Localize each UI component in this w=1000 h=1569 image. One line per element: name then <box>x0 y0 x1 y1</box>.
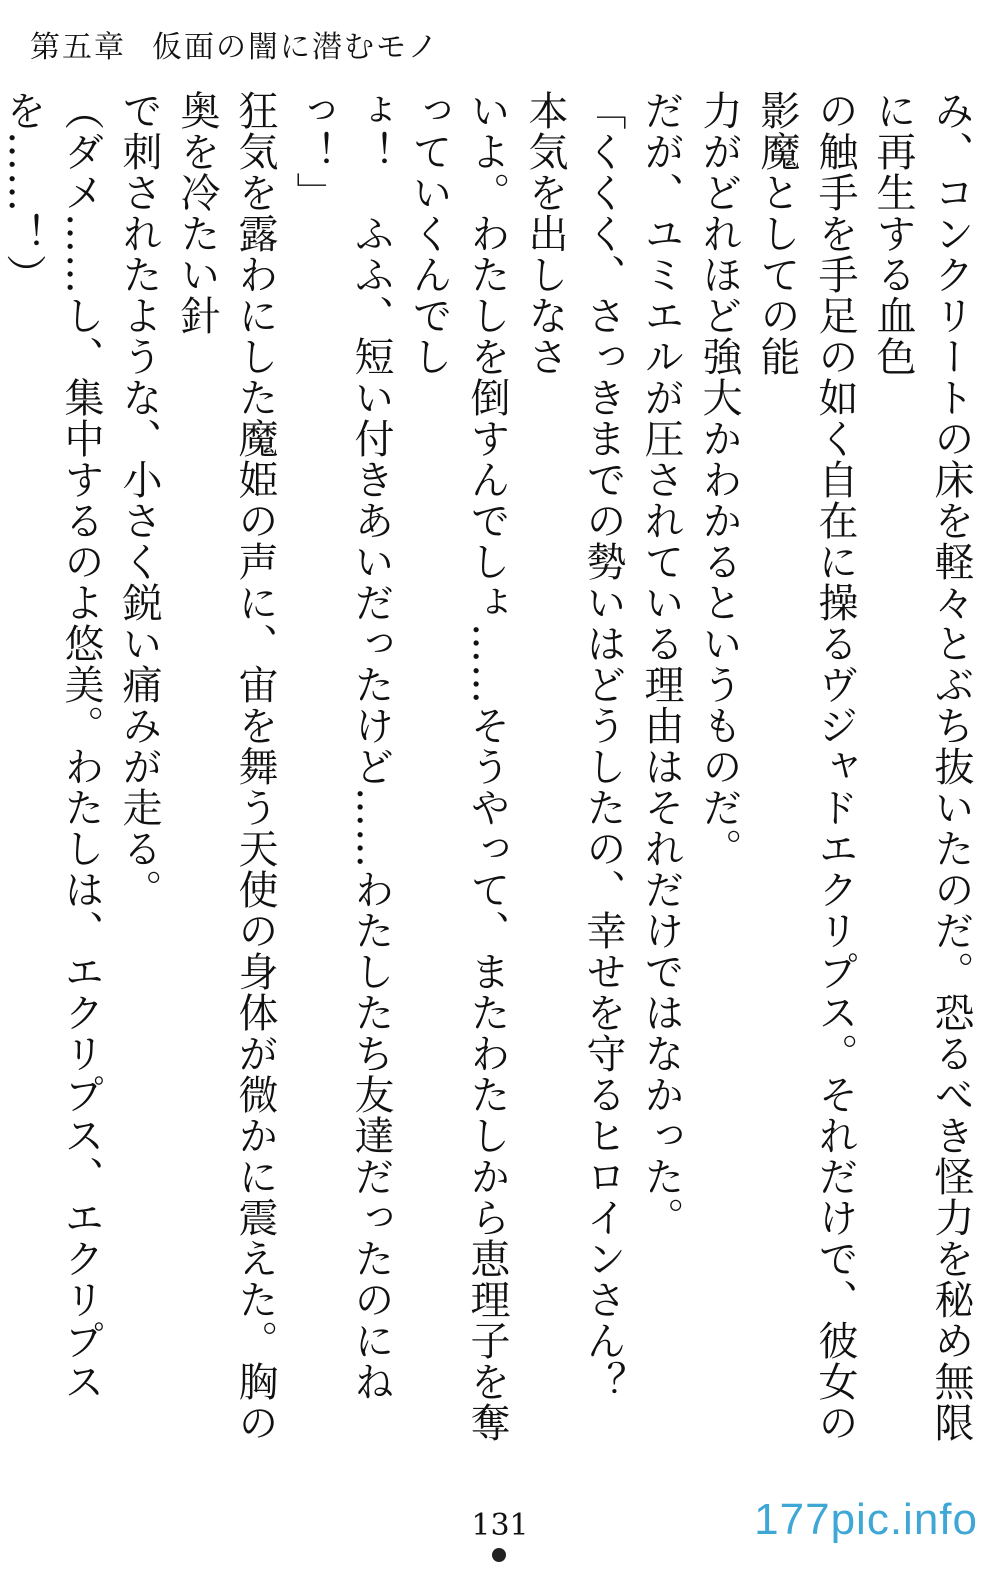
text-line: いよ。わたしを倒すんでしょ……そうやって、またわたしから恵理子を奪っていくんでし <box>406 90 510 1443</box>
text-line: ょ！ ふふ、短い付きあいだったけど……わたしたち友達だったのにねっ！」 <box>290 90 394 1402</box>
text-line: 「くくく、さっきまでの勢いはどうしたの、幸せを守るヒロインさん？ 本気を出しなさ <box>522 90 626 1443</box>
text-line: だが、ユミエルが圧されている理由はそれだけではなかった。 <box>638 90 684 1238</box>
chapter-header <box>30 22 440 66</box>
vertical-body-text <box>0 90 980 1480</box>
chapter-title: 仮面の闇に潜むモノ <box>152 30 440 65</box>
text-line: み、コンクリートの床を軽々とぶち抜いたのだ。恐るべき怪力を秘め無限に再生する血色 <box>870 90 974 1443</box>
text-line: で刺されたような、小さく鋭い痛みが走る。 <box>116 90 162 910</box>
watermark: 177pic.info <box>746 1491 986 1549</box>
text-line: 狂気を露わにした魔姫の声に、宙を舞う天使の身体が微かに震えた。胸の奥を冷たい針 <box>174 90 278 1443</box>
page-number: 131 <box>471 1508 529 1543</box>
page-marker-dot <box>492 1548 506 1562</box>
text-line: 力がどれほど強大かわかるというものだ。 <box>696 90 742 869</box>
chapter-number: 第五章 <box>30 30 126 65</box>
text-line: の触手を手足の如く自在に操るヴジャドエクリプス。それだけで、彼女の影魔としての能 <box>754 90 858 1443</box>
text-line: （ダメ……し、集中するのよ悠美。わたしは、エクリプス、エクリプスを……！） <box>0 90 104 1402</box>
